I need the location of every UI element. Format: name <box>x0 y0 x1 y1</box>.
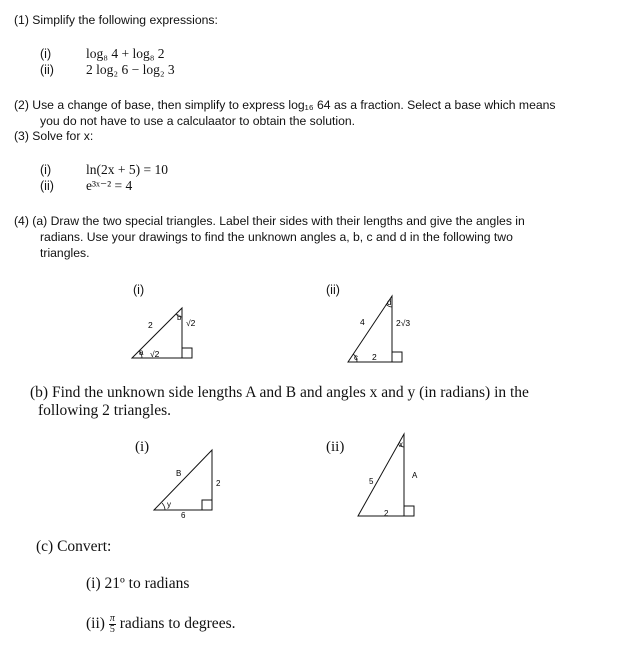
q1-heading: (1) Simplify the following expressions: <box>14 13 218 27</box>
q4c-item-i: (i) 21º to radians <box>86 575 190 592</box>
q4b-triangle-i <box>150 446 230 522</box>
q4a-tri1-angle-a: a <box>139 348 144 357</box>
q4a-triangle-ii <box>336 292 426 367</box>
q2-line1: (2) Use a change of base, then simplify to express log₁₆ 64 as a fraction. Select a base which means <box>14 98 556 112</box>
q4c-item-ii-text: radians to degrees. <box>119 615 236 633</box>
q4a-tri1-angle-b: b <box>177 313 182 322</box>
q4a-line3: triangles. <box>40 246 90 260</box>
q4b-tri1-label: (i) <box>135 439 150 455</box>
q4a-tri2-angle-d: d <box>387 298 392 307</box>
q4c-item-ii <box>86 614 235 635</box>
q4c-item-ii-numerator: π <box>109 613 115 624</box>
q1-item-i-expr: log₈ 4 + log₈ 2 <box>86 46 165 61</box>
q4b-tri1-hyp: B <box>176 469 182 478</box>
q4a-tri2-side: 2√3 <box>396 318 411 328</box>
q3-item-ii-expr: e³ˣ⁻² = 4 <box>86 178 133 193</box>
q4b-triangle-ii <box>348 430 428 522</box>
q4b-line1: (b) Find the unknown side lengths A and B and angles x and y (in radians) in the <box>30 384 529 401</box>
q4b-tri2-label: (ii) <box>326 439 345 455</box>
q4b-tri2-hyp: 5 <box>369 477 374 486</box>
q4c-item-ii-label: (ii) <box>86 615 105 633</box>
q1-item-ii-expr: 2 log₂ 6 − log₂ 3 <box>86 62 175 77</box>
q4a-tri2-angle-c: c <box>354 353 358 362</box>
q4b-tri1-side: 2 <box>216 479 221 488</box>
q1-item-ii-label: (ii) <box>40 63 54 77</box>
q4a-tri1-base: √2 <box>150 349 160 359</box>
q4c-item-ii-denominator: 5 <box>109 624 115 635</box>
q2-line2: you do not have to use a calculaator to obtain the solution. <box>40 114 356 128</box>
q3-heading: (3) Solve for x: <box>14 129 94 143</box>
q4a-tri2-label: (ii) <box>326 283 340 297</box>
q3-item-i-expr: ln(2x + 5) = 10 <box>86 162 168 177</box>
q4b-tri2-side: A <box>412 471 418 480</box>
q4b-tri1-base: 6 <box>181 511 186 520</box>
q4a-line2: radians. Use your drawings to find the unknown angles a, b, c and d in the following two <box>40 230 513 244</box>
q4a-tri1-label: (i) <box>133 283 145 297</box>
q4c-item-ii-fraction <box>109 614 116 635</box>
q4c-heading: (c) Convert: <box>36 538 112 555</box>
q3-item-i-label: (i) <box>40 163 52 177</box>
q4a-line1: (4) (a) Draw the two special triangles. Label their sides with their lengths and give the angles in <box>14 214 525 228</box>
q4a-tri1-hyp: 2 <box>148 320 153 330</box>
q4b-tri1-angle-y: y <box>167 500 171 509</box>
q3-item-ii-label: (ii) <box>40 179 54 193</box>
q4b-tri2-angle-x: x <box>399 440 403 449</box>
q4b-tri2-base: 2 <box>384 509 389 518</box>
q4a-tri2-base: 2 <box>372 352 377 362</box>
q4a-tri2-hyp: 4 <box>360 317 365 327</box>
q1-item-i-label: (i) <box>40 47 52 61</box>
q4a-tri1-side: √2 <box>186 318 196 328</box>
q4b-line2: following 2 triangles. <box>38 402 172 419</box>
q4a-triangle-i <box>120 296 210 366</box>
